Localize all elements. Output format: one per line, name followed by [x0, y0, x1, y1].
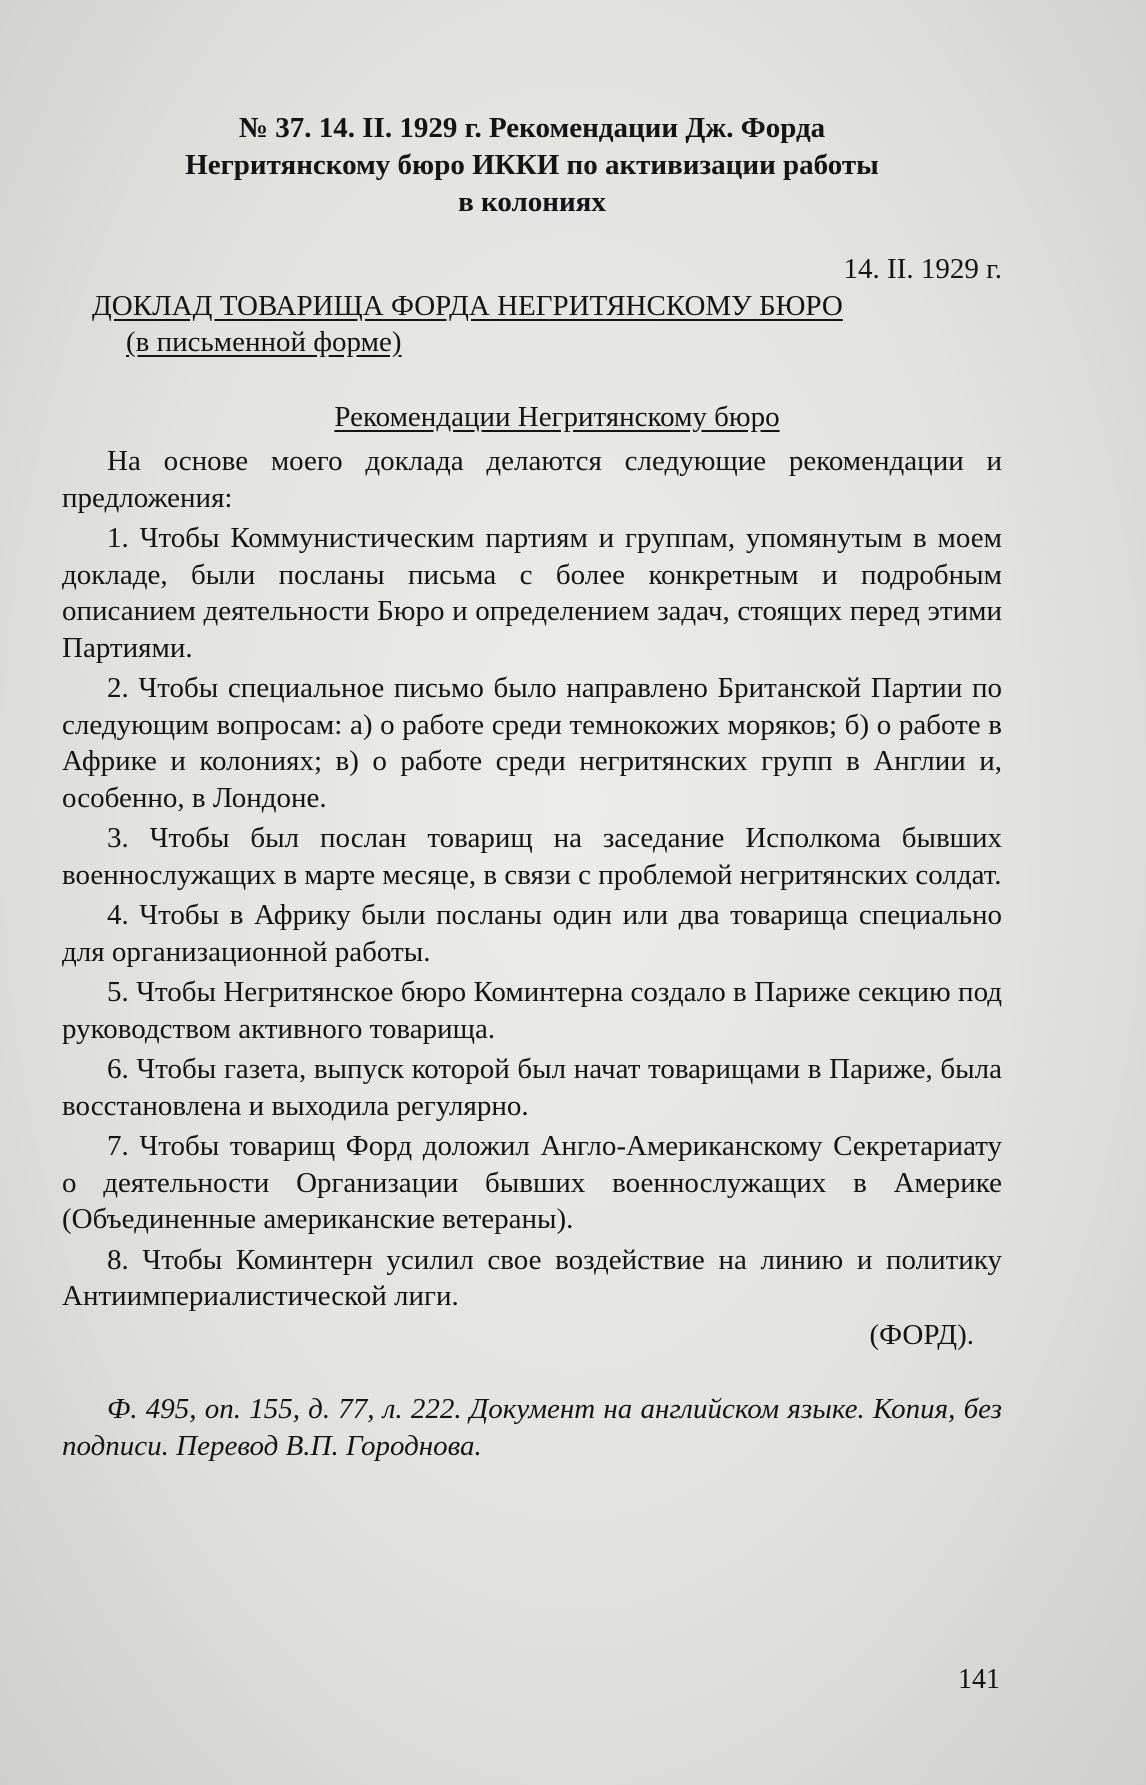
document-date: 14. II. 1929 г.: [843, 253, 1002, 285]
document-body: [62, 110, 1002, 1464]
recommendation-item: 5. Чтобы Негритянское бюро Коминтерна создало в Париже секцию под руководством активного товарища.: [62, 976, 1002, 1045]
title-line: в колониях: [458, 186, 606, 218]
recommendation-item: 8. Чтобы Коминтерн усилил свое воздействие на линию и политику Антиимпериалистической лиги.: [62, 1243, 1002, 1312]
report-subheading: (в письменной форме): [126, 326, 402, 358]
report-heading: ДОКЛАД ТОВАРИЩА ФОРДА НЕГРИТЯНСКОМУ БЮРО: [92, 289, 843, 322]
intro-paragraph: На основе моего доклада делаются следующие рекомендации и предложения:: [62, 445, 1002, 514]
title-line: Негритянскому бюро ИККИ по активизации работы: [185, 149, 879, 181]
title-line: № 37. 14. II. 1929 г. Рекомендации Дж. Форда: [238, 112, 826, 144]
recommendation-item: 4. Чтобы в Африку были посланы один или два товарища специально для организационной работы.: [62, 899, 1002, 968]
recommendation-item: 2. Чтобы специальное письмо было направлено Британской Партии по следующим вопросам: а) о работе среди темнокожих моряков; б) о работе в Африке и колониях; в) о работе среди негритянских групп в Англии и, особенно, в Лондоне.: [62, 672, 1002, 814]
document-title: [62, 110, 1002, 221]
recommendation-item: 7. Чтобы товарищ Форд доложил Англо-Американскому Секретариату о деятельности Организации бывших военнослужащих в Америке (Объединенные американские ветераны).: [62, 1130, 1002, 1235]
recommendations-heading: Рекомендации Негритянскому бюро: [334, 400, 780, 433]
recommendation-item: 1. Чтобы Коммунистическим партиям и группам, упомянутым в моем докладе, были посланы письма с более конкретным и подробным описанием деятельности Бюро и определением задач, стоящих перед этими Партиями.: [62, 522, 1002, 664]
page-number: 141: [958, 1664, 1000, 1695]
signature: (ФОРД).: [869, 1318, 974, 1351]
recommendation-item: 6. Чтобы газета, выпуск которой был начат товарищами в Париже, была восстановлена и выходила регулярно.: [62, 1053, 1002, 1122]
recommendation-item: 3. Чтобы был послан товарищ на заседание Исполкома бывших военнослужащих в марте месяце, в связи с проблемой негритянских солдат.: [62, 822, 1002, 891]
archival-source-note: Ф. 495, оп. 155, д. 77, л. 222. Документ на английском языке. Копия, без подписи. Перевод В.П. Городнова.: [62, 1393, 1002, 1462]
